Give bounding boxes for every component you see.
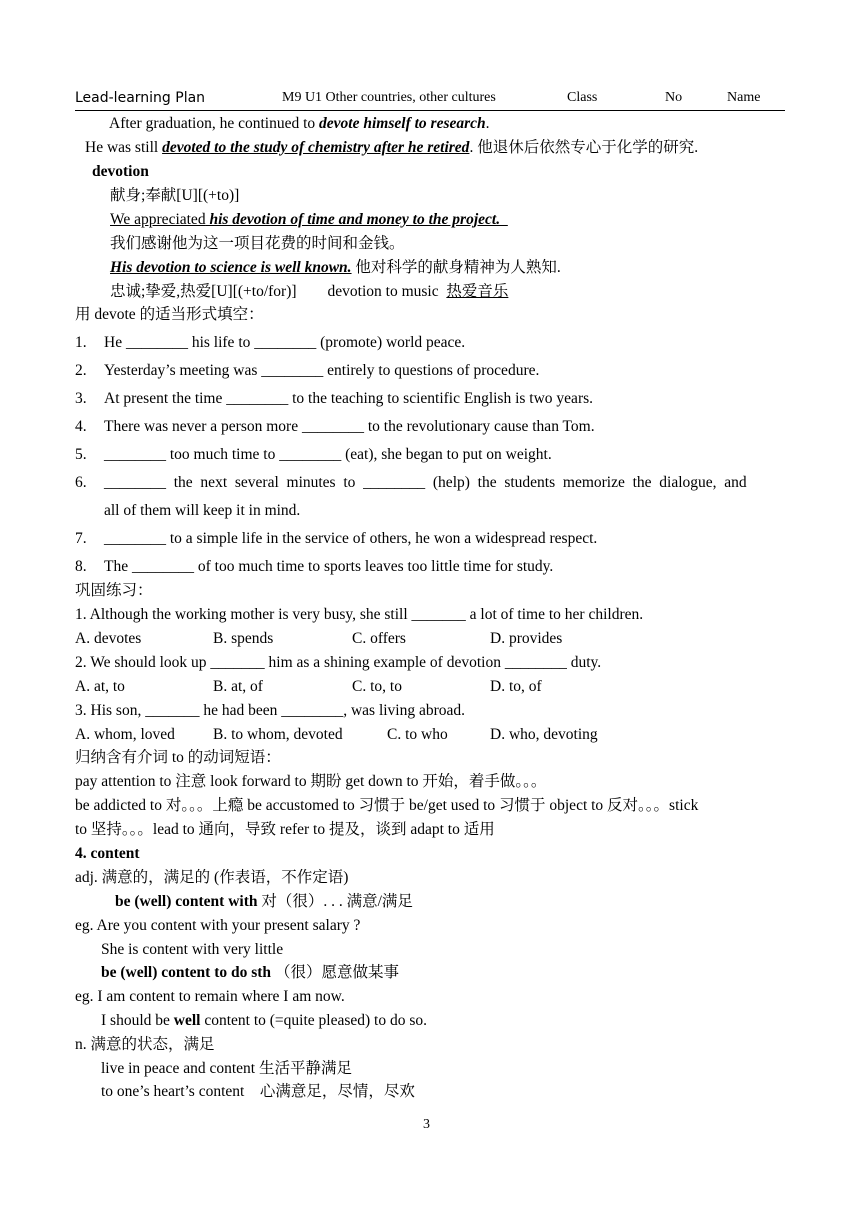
answer-option: D. to, of [490,678,542,695]
pattern-bold: be (well) content with [115,893,258,910]
exercise-item-continued: all of them will keep it in mind. [104,502,301,519]
text-run: 对（很）. . . 满意/满足 [257,893,413,910]
pattern-bold: be (well) content to do sth [101,964,272,981]
practice-question: 3. His son, _______ he had been ________, was living abroad. [75,702,466,719]
header-class-label: Class [567,90,598,105]
exercise-title: 用 devote 的适当形式填空： [75,306,264,323]
header-plan-title: Lead-learning Plan [75,90,206,106]
exercise-item: The ________ of too much time to sports leaves too little time for study. [104,558,554,575]
phrase-line: live in peace and content 生活平静满足 [101,1060,352,1077]
highlighted-phrase: His devotion to science is well known. [110,259,352,276]
exercise-item: He ________ his life to ________ (promote) world peace. [104,334,466,351]
practice-question: 2. We should look up _______ him as a shining example of devotion ________ duty. [75,654,602,671]
example-sentence: eg. I am content to remain where I am now. [75,988,345,1005]
highlighted-phrase: devoted to the study of chemistry after he retired [162,139,470,156]
page-header [75,88,785,111]
answer-option: C. to who [387,726,448,743]
answer-option: B. to whom, devoted [213,726,343,743]
text-run: content to (=quite pleased) to do so. [200,1012,428,1029]
highlighted-phrase: his devotion of time and money to the project. [205,211,508,228]
word-heading-devotion: devotion [92,163,149,180]
text-run: . 他退休后依然专心于化学的研究. [469,139,699,156]
meaning-line: 献身;奉献[U][(+to)] [110,187,240,204]
example-sentence [110,210,508,230]
practice-question: 1. Although the working mother is very busy, she still _______ a lot of time to her children. [75,606,644,623]
emphasis-word: well [173,1012,201,1029]
phrase-line: pay attention to 注意 look forward to 期盼 get down to 开始，着手做。。。 [75,773,547,790]
exercise-item: At present the time ________ to the teaching to scientific English is two years. [104,390,594,407]
text-run: We appreciated [110,211,206,228]
item-number: 8. [75,558,87,575]
exercise-item: There was never a person more ________ to the revolutionary cause than Tom. [104,418,595,435]
text-run: He was still [85,139,163,156]
answer-option: D. provides [490,630,563,647]
item-number: 3. [75,390,87,407]
phrase-pattern [115,892,413,912]
item-number: 7. [75,530,87,547]
exercise-item: ________ to a simple life in the service of others, he won a widespread respect. [104,530,598,547]
answer-option: A. whom, loved [75,726,175,743]
underlined-translation: 热爱音乐 [446,283,509,300]
phrase-line: to 坚持。。。lead to 通向，导致 refer to 提及，谈到 adapt to 适用 [75,821,495,838]
exercise-item: Yesterday’s meeting was ________ entirely to questions of procedure. [104,362,540,379]
phrase-line: be addicted to 对。。。上瘾 be accustomed to 习惯于 be/get used to 习惯于 object to 反对。。。stick [75,797,699,814]
text-run: 他对科学的献身精神为人熟知. [351,259,561,276]
exercise-item: ________ the next several minutes to ________ (help) the students memorize the dialogue, and [104,474,747,491]
text-run: 忠诚;挚爱,热爱[U][(+to/for)] devotion to music [110,283,447,300]
text-run: I should be [101,1012,174,1029]
text-run: After graduation, he continued to [109,115,320,132]
header-unit: M9 U1 Other countries, other cultures [282,90,496,105]
meaning-line: adj. 满意的，满足的 (作表语，不作定语) [75,869,349,886]
answer-option: B. at, of [213,678,263,695]
example-sentence [101,1011,427,1031]
practice-title: 巩固练习： [75,582,153,599]
answer-option: C. to, to [352,678,402,695]
example-sentence: She is content with very little [101,941,284,958]
example-sentence: eg. Are you content with your present salary ? [75,917,361,934]
item-number: 2. [75,362,87,379]
answer-option: A. devotes [75,630,142,647]
meaning-line: n. 满意的状态，满足 [75,1036,215,1053]
exercise-item: ________ too much time to ________ (eat), she began to put on weight. [104,446,552,463]
example-sentence [109,114,490,134]
text-run: . [485,115,490,132]
answer-option: C. offers [352,630,406,647]
answer-option: B. spends [213,630,274,647]
item-number: 1. [75,334,87,351]
answer-option: A. at, to [75,678,125,695]
item-number: 5. [75,446,87,463]
header-no-label: No [665,90,683,105]
phrase-summary-title: 归纳含有介词 to 的动词短语： [75,749,281,766]
highlighted-phrase: devote himself to research [319,115,486,132]
page-number: 3 [423,1117,430,1132]
answer-option: D. who, devoting [490,726,598,743]
example-translation: 我们感谢他为这一项目花费的时间和金钱。 [110,235,405,252]
word-heading-content: 4. content [75,845,140,862]
item-number: 6. [75,474,87,491]
example-sentence [110,258,561,278]
example-sentence [85,138,698,158]
header-name-label: Name [727,90,761,105]
phrase-line: to one’s heart’s content 心满意足，尽情，尽欢 [101,1083,415,1100]
meaning-line [110,282,508,302]
phrase-pattern [101,963,399,983]
item-number: 4. [75,418,87,435]
text-run: （很）愿意做某事 [271,964,399,981]
